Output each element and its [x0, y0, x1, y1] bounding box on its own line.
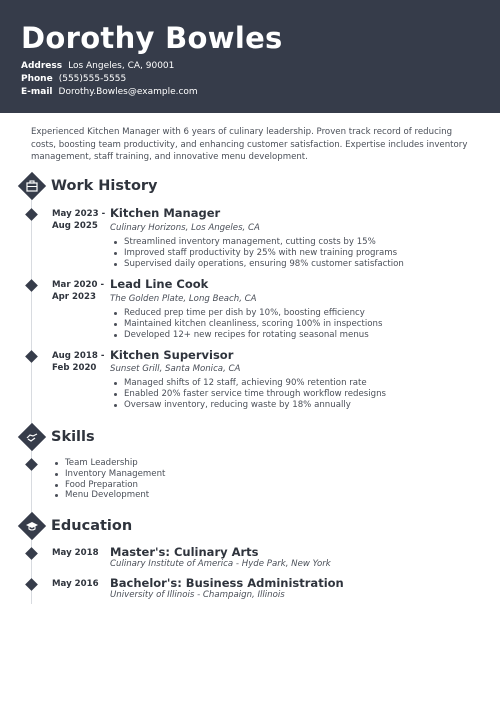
skills-heading: Skills — [51, 429, 95, 445]
degree-title: Master's: Culinary Arts — [110, 545, 259, 559]
job-company: The Golden Plate, Long Beach, CA — [110, 294, 257, 304]
professional-summary: Experienced Kitchen Manager with 6 years of culinary leadership. Proven track record of reducing costs, boosting team productivity, and enhancing customer satisfaction. Expertise includes inventory management, staff training, and innovative menu development. — [31, 127, 468, 162]
list-item: Maintained kitchen cleanliness, scoring 100% in inspections — [112, 319, 382, 330]
list-item: Managed shifts of 12 staff, achieving 90% retention rate — [112, 378, 386, 389]
job-company: Sunset Grill, Santa Monica, CA — [110, 364, 241, 374]
list-item: Menu Development — [53, 490, 165, 501]
phone-line — [21, 73, 126, 85]
email-value[interactable]: Dorothy.Bowles@example.com — [58, 87, 198, 97]
job-title: Lead Line Cook — [110, 277, 209, 291]
job-title: Kitchen Supervisor — [110, 348, 234, 362]
list-item: Improved staff productivity by 25% with new training programs — [112, 248, 404, 259]
timeline-marker — [25, 458, 38, 471]
job-bullets — [112, 378, 386, 410]
timeline-line — [31, 186, 32, 604]
timeline-marker — [25, 547, 38, 560]
timeline-marker — [25, 350, 38, 363]
degree-title: Bachelor's: Business Administration — [110, 576, 344, 590]
candidate-name: Dorothy Bowles — [21, 21, 283, 55]
job-title: Kitchen Manager — [110, 206, 221, 220]
list-item: Team Leadership — [53, 458, 165, 469]
list-item: Enabled 20% faster service time through workflow redesigns — [112, 389, 386, 400]
job-date: Mar 2020 - Apr 2023 — [52, 280, 105, 302]
list-item: Food Preparation — [53, 480, 165, 491]
email-label: E-mail — [21, 87, 53, 97]
work-history-heading: Work History — [51, 178, 158, 194]
timeline-marker — [25, 279, 38, 292]
resume-header — [0, 0, 500, 113]
list-item: Oversaw inventory, reducing waste by 18% annually — [112, 400, 386, 411]
phone-label: Phone — [21, 74, 53, 84]
timeline-marker — [25, 208, 38, 221]
school-name: University of Illinois - Champaign, Illinois — [110, 590, 285, 600]
handshake-icon — [18, 423, 46, 451]
list-item: Supervised daily operations, ensuring 98% customer satisfaction — [112, 259, 404, 270]
briefcase-icon — [18, 172, 46, 200]
education-heading: Education — [51, 518, 133, 534]
job-company: Culinary Horizons, Los Angeles, CA — [110, 223, 260, 233]
list-item: Streamlined inventory management, cutting costs by 15% — [112, 237, 404, 248]
school-name: Culinary Institute of America - Hyde Park, New York — [110, 559, 331, 569]
job-bullets — [112, 237, 404, 269]
email-line — [21, 86, 198, 98]
skills-list — [53, 458, 165, 501]
job-bullets — [112, 308, 382, 340]
list-item: Inventory Management — [53, 469, 165, 480]
address-line — [21, 60, 174, 72]
list-item: Reduced prep time per dish by 10%, boosting efficiency — [112, 308, 382, 319]
graduation-cap-icon — [18, 512, 46, 540]
job-date: May 2023 - Aug 2025 — [52, 209, 106, 231]
address-value: Los Angeles, CA, 90001 — [68, 61, 175, 71]
timeline-marker — [25, 578, 38, 591]
education-date: May 2016 — [52, 579, 99, 589]
phone-value: (555)555-5555 — [58, 74, 127, 84]
job-date: Aug 2018 - Feb 2020 — [52, 351, 105, 373]
list-item: Developed 12+ new recipes for rotating seasonal menus — [112, 330, 382, 341]
education-date: May 2018 — [52, 548, 99, 558]
address-label: Address — [21, 61, 63, 71]
